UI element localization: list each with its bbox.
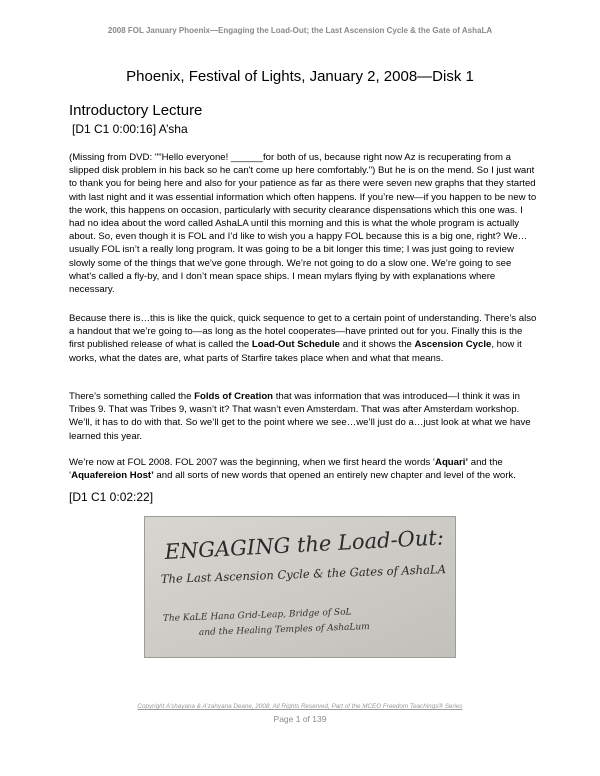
text-run: Because there is…this is like the quick, quick sequence to get to a certain point of understanding. There’s also a handout that we’re going to—as long as the hotel cooperates—have printed out for you. Finally this is the first published release of what is called the xyxy=(69,313,537,351)
timestamp-speaker: [D1 C1 0:00:16] A’sha xyxy=(72,122,188,136)
footer-copyright: Copyright A’shayana & A’zahyana Deane, 2008, All Rights Reserved, Part of the MCEO Freedom Teachings® Series xyxy=(137,703,463,710)
paragraph-3 xyxy=(69,390,539,443)
text-run: that was information that was introduced—I think it was in Tribes 9. That was Tribes 9, wasn’t it? That wasn’t even Amsterdam. That was after Amsterdam workshop. We’ll, it has to do with that. So we’ll get to the point where we see…we’ll just do a…just look at what we have learned this year. xyxy=(69,391,531,442)
lecture-heading: Introductory Lecture xyxy=(69,102,203,119)
text-run: We’re now at FOL 2008. FOL 2007 was the beginning, when we first heard the words ‘ xyxy=(69,457,436,468)
bold-term-load-out-schedule: Load-Out Schedule xyxy=(251,339,340,351)
page-number: Page 1 of 139 xyxy=(273,714,327,724)
document-title: Phoenix, Festival of Lights, January 2, 2008—Disk 1 xyxy=(126,68,474,85)
paragraph-2 xyxy=(69,312,539,365)
handwritten-title-photo xyxy=(144,516,456,658)
timestamp-2: [D1 C1 0:02:22] xyxy=(69,490,154,504)
handwritten-line-1: ENGAGING the Load-Out: xyxy=(164,525,445,564)
handwritten-line-3: The KaLE Hana Grid-Leap, Bridge of SoL xyxy=(162,607,352,624)
handwritten-line-2: The Last Ascension Cycle & the Gates of AshaLA xyxy=(160,562,447,586)
text-run: and the ‘ xyxy=(69,457,503,482)
bold-term-ascension-cycle: Ascension Cycle xyxy=(414,339,492,351)
bold-term-aquari: Aquari’ xyxy=(435,457,469,468)
bold-term-folds-of-creation: Folds of Creation xyxy=(194,391,274,402)
text-run: and all sorts of new words that opened an entirely new chapter and level of the work. xyxy=(153,470,516,482)
running-header: 2008 FOL January Phoenix—Engaging the Load-Out; the Last Ascension Cycle & the Gate of AshaLA xyxy=(107,26,493,35)
text-run: There’s something called the xyxy=(69,391,195,402)
paragraph-1: (Missing from DVD: ""Hello everyone! ______for both of us, because right now Az is recuperating from a slipped disk problem in his back so he can't come up here comfortably.") But he is on the mend. So I just want to thank you for being here and also for your patience as far as there were seven new graphs that they started with last night and it was essential information which often happens. If you’re new—if you happen to be new to the work, this happens on occasion, particularly with security clearance dispensations which this one was. I had no idea about the word called AshaLA until this morning and this is what the whole program is actually about. So, even though it is FOL and I’d like to wish you a happy FOL because this is a big one, right? We…usually FOL isn’t a really long program. It was going to be a bit longer this time; I was just going to review slowly some of the things that we’ve gone through. We’re not going to do a slow one. We’re going to see what’s called a fly-by, and I don’t mean space ships. I mean mylars flying by with explanations where necessary. xyxy=(69,152,537,296)
handwritten-title-svg xyxy=(145,517,456,658)
handwritten-line-4: and the Healing Temples of AshaLum xyxy=(198,622,370,638)
text-run: , how it works, what the dates are, what parts of Starfire takes place when and what that means. xyxy=(69,339,522,364)
bold-term-aquafereion-host: Aquafereion Host’ xyxy=(71,470,154,482)
paragraph-4 xyxy=(69,456,539,482)
text-run: and it shows the xyxy=(339,339,415,351)
